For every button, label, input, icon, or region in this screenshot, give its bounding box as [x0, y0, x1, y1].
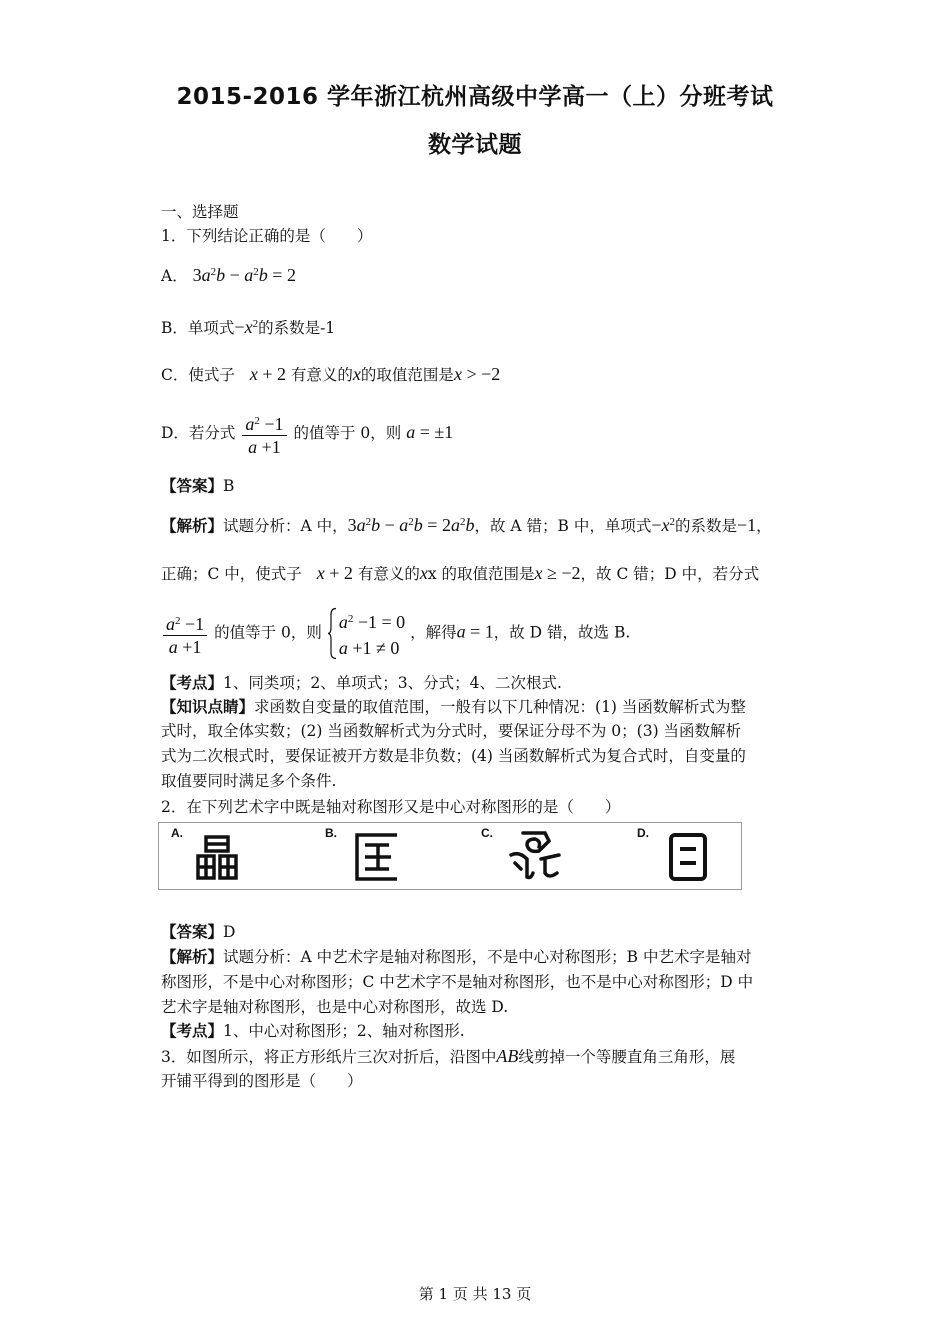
q2-analysis-line-3: 艺术字是轴对称图形，也是中心对称图形，故选 D.: [161, 998, 509, 1016]
option-d-label: D．若分式: [161, 424, 236, 442]
q1-zhishi-line-4: 取值要同时满足多个条件.: [161, 772, 337, 790]
option-a-formula: $3a^2b - a^2b = 2$: [192, 265, 296, 285]
section-heading: 一、选择题: [161, 203, 239, 221]
option-c-label: C．使式子: [161, 366, 235, 384]
q1-option-b: [161, 314, 335, 338]
option-b-tail: 的系数是-1: [258, 319, 336, 337]
q1-kaodian: 【考点】1、同类项；2、单项式；3、分式；4、二次根式.: [161, 674, 562, 692]
q1-zhishi-line-3: 式为二次根式时，要保证被开方数是非负数；(4) 当函数解析式为复合式时，自变量的: [161, 747, 746, 765]
q2-label-a: A.: [171, 826, 183, 840]
art-glyph-d-icon: [663, 823, 715, 887]
q2-analysis-line-1: 【解析】试题分析：A 中艺术字是轴对称图形，不是中心对称图形；B 中艺术字是轴对: [161, 948, 752, 966]
q1-analysis-line-1: 【解析】试题分析：A 中，$3a^2b - a^2b = 2a^2b$，故 A 错；B 中，单项式$-x^2$的系数是−1，: [161, 515, 772, 535]
q1-stem: 1．下列结论正确的是（ ）: [161, 227, 373, 245]
option-b-formula: $-x^2$: [234, 317, 259, 337]
q2-answer: 【答案】D: [161, 923, 236, 941]
option-b-label: B．单项式: [161, 319, 235, 337]
equation-system: $a^2 -1 = 0$ a +1 ≠ 0: [327, 606, 405, 661]
q1-zhishi-line-1: 【知识点睛】求函数自变量的取值范围，一般有以下几种情况：(1) 当函数解析式为整: [161, 698, 746, 716]
q3-stem-line-1: 3．如图所示，将正方形纸片三次对折后，沿图中AB线剪掉一个等腰直角三角形，展: [161, 1046, 736, 1066]
analysis-fraction: $\frac{a^2 -1}{a +1}$: [163, 610, 207, 658]
q2-analysis-line-2: 称图形，不是中心对称图形；C 中艺术字不是轴对称图形，也不是中心对称图形；D 中: [161, 973, 754, 991]
document-title: 2015-2016 学年浙江杭州高级中学高一（上）分班考试: [176, 84, 774, 110]
art-glyph-c-icon: [505, 823, 565, 887]
option-d-mid: 的值等于 0，则: [293, 424, 402, 442]
option-c-mid: 有意义的: [290, 366, 353, 384]
q2-stem: 2．在下列艺术字中既是轴对称图形又是中心对称图形的是（ ）: [161, 798, 621, 816]
art-glyph-a-icon: [193, 823, 243, 887]
q2-label-b: B.: [325, 826, 337, 840]
document-subtitle: 数学试题: [428, 132, 522, 158]
q2-label-c: C.: [481, 826, 493, 840]
option-c-var: x: [352, 364, 361, 384]
q1-analysis-line-3: $\frac{a^2 -1}{a +1}$ 的值等于 0，则 $a^2 -1 = 0$ a +1 ≠ 0 ，解得a = 1，故 D 错，故选 B.: [163, 606, 630, 661]
q2-kaodian: 【考点】1、中心对称图形；2、轴对称图形.: [161, 1022, 465, 1040]
q1-option-a: [161, 262, 296, 286]
option-a-label: A．: [161, 267, 188, 285]
option-c-expr: x + 2: [249, 364, 286, 384]
art-glyph-b-icon: [349, 823, 409, 887]
option-c-tail: 的取值范围是: [360, 366, 454, 384]
q1-answer: 【答案】B: [161, 477, 235, 495]
option-d-fraction: $\frac{a^2 -1}{a +1}$: [242, 410, 286, 458]
page-footer: 第 1 页 共 13 页: [418, 1285, 532, 1303]
q2-figure-box: [158, 822, 742, 890]
q1-option-d: [161, 410, 453, 458]
q2-label-d: D.: [637, 826, 649, 840]
q1-analysis-line-2: 正确；C 中，使式子 x + 2 有意义的xx 的取值范围是x ≥ −2，故 C 错；D 中，若分式: [161, 563, 760, 583]
option-c-range: x > −2: [453, 364, 501, 384]
q1-option-c: [161, 364, 500, 385]
option-d-result: a = ±1: [406, 422, 454, 442]
q1-zhishi-line-2: 式时，取全体实数；(2) 当函数解析式为分式时，要保证分母不为 0；(3) 当函数解析: [161, 722, 742, 740]
brace-icon: [327, 606, 337, 661]
q3-stem-line-2: 开铺平得到的图形是（ ）: [161, 1072, 363, 1090]
